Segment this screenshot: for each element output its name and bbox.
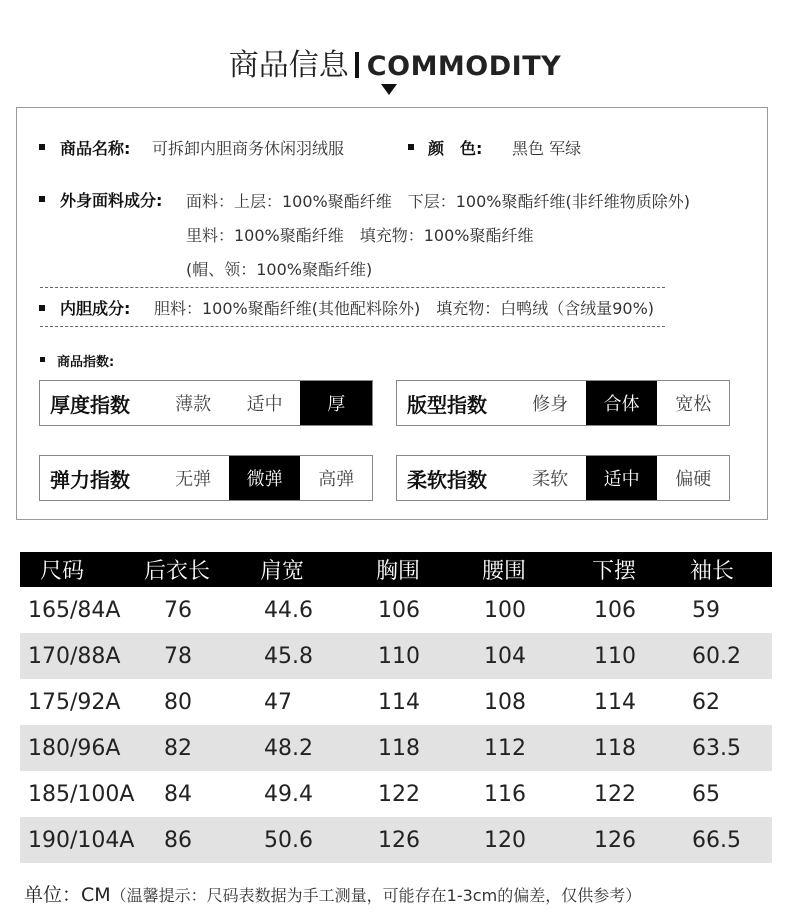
length-cell: 80 xyxy=(164,689,192,715)
shoulder-cell: 47 xyxy=(264,689,292,715)
chest-cell: 106 xyxy=(378,597,420,623)
liner-label: 内胆成分: xyxy=(60,299,131,318)
shoulder-cell: 48.2 xyxy=(260,725,376,771)
dashed-divider xyxy=(40,326,665,327)
index-fit xyxy=(396,380,730,426)
index-name: 厚度指数 xyxy=(50,392,130,417)
product-name-value: 可拆卸内胆商务休闲羽绒服 xyxy=(152,139,345,158)
hem-cell: 122 xyxy=(594,781,636,807)
product-name-label: 商品名称: xyxy=(60,139,131,158)
size-cell: 175/92A xyxy=(28,689,121,715)
size-cell: 185/100A xyxy=(28,781,135,807)
sleeve-cell: 60.2 xyxy=(690,633,772,679)
index-name: 版型指数 xyxy=(407,392,487,417)
sleeve-cell: 63.5 xyxy=(690,725,772,771)
index-option: 柔软 xyxy=(532,469,569,490)
page-title xyxy=(0,40,790,84)
fabric-line-2: 里料：100%聚酯纤维 填充物：100%聚酯纤维 xyxy=(186,226,534,245)
table-row xyxy=(20,679,772,725)
column-header: 尺码 xyxy=(20,552,144,587)
size-cell: 170/88A xyxy=(20,633,144,679)
bullet-icon xyxy=(408,144,414,150)
fabric-label: 外身面料成分: xyxy=(60,191,163,210)
waist-cell: 104 xyxy=(482,633,592,679)
index-option-selected: 厚 xyxy=(300,381,372,425)
index-elasticity xyxy=(39,455,373,501)
hem-cell: 114 xyxy=(594,689,636,715)
shoulder-cell: 44.6 xyxy=(264,597,313,623)
title-separator xyxy=(355,52,359,78)
title-en: COMMODITY xyxy=(366,51,562,82)
index-option: 修身 xyxy=(532,394,569,415)
shoulder-cell: 45.8 xyxy=(260,633,376,679)
size-cell: 190/104A xyxy=(20,817,144,863)
table-row xyxy=(20,771,772,817)
index-option-selected: 适中 xyxy=(586,456,658,500)
chest-cell: 122 xyxy=(378,781,420,807)
size-cell: 165/84A xyxy=(28,597,121,623)
length-cell: 84 xyxy=(164,781,192,807)
shoulder-cell: 50.6 xyxy=(260,817,376,863)
hem-cell: 126 xyxy=(592,817,690,863)
down-triangle-icon xyxy=(381,84,397,95)
waist-cell: 120 xyxy=(482,817,592,863)
waist-cell: 100 xyxy=(484,597,526,623)
column-header: 下摆 xyxy=(592,552,690,587)
chest-cell: 126 xyxy=(376,817,482,863)
table-header-row xyxy=(20,552,772,587)
length-cell: 82 xyxy=(144,725,260,771)
column-header: 胸围 xyxy=(376,552,482,587)
index-option: 宽松 xyxy=(675,394,712,415)
index-option: 薄款 xyxy=(175,394,212,415)
length-cell: 86 xyxy=(144,817,260,863)
size-table xyxy=(20,552,772,863)
waist-cell: 116 xyxy=(484,781,526,807)
bullet-icon xyxy=(40,357,45,362)
sleeve-cell: 65 xyxy=(692,781,720,807)
bullet-icon xyxy=(39,144,45,150)
hem-cell: 118 xyxy=(592,725,690,771)
chest-cell: 118 xyxy=(376,725,482,771)
column-header: 后衣长 xyxy=(144,552,260,587)
column-header: 袖长 xyxy=(690,552,772,587)
index-name: 柔软指数 xyxy=(407,467,487,492)
sleeve-cell: 59 xyxy=(692,597,720,623)
index-option-selected: 合体 xyxy=(586,381,658,425)
index-option-selected: 微弹 xyxy=(229,456,301,500)
sleeve-cell: 62 xyxy=(692,689,720,715)
measurement-note: （温馨提示：尺码表数据为手工测量，可能存在1-3cm的偏差，仅供参考） xyxy=(110,886,642,905)
table-row xyxy=(20,633,772,679)
index-label: 商品指数: xyxy=(57,355,115,370)
fabric-line-1: 面料：上层：100%聚酯纤维 下层：100%聚酯纤维(非纤维物质除外) xyxy=(186,192,690,211)
table-row xyxy=(20,817,772,863)
index-option: 偏硬 xyxy=(675,469,712,490)
length-cell: 76 xyxy=(164,597,192,623)
fabric-line-3: (帽、领：100%聚酯纤维) xyxy=(186,260,373,279)
chest-cell: 110 xyxy=(376,633,482,679)
index-option: 适中 xyxy=(246,394,283,415)
size-cell: 180/96A xyxy=(20,725,144,771)
index-name: 弹力指数 xyxy=(50,467,130,492)
shoulder-cell: 49.4 xyxy=(264,781,313,807)
length-cell: 78 xyxy=(144,633,260,679)
table-row xyxy=(20,725,772,771)
hem-cell: 110 xyxy=(592,633,690,679)
waist-cell: 108 xyxy=(484,689,526,715)
column-header: 腰围 xyxy=(482,552,592,587)
index-option: 高弹 xyxy=(318,469,355,490)
dashed-divider xyxy=(40,287,665,288)
footer-note xyxy=(24,880,641,907)
chest-cell: 114 xyxy=(378,689,420,715)
color-label: 颜 色: xyxy=(428,139,483,158)
hem-cell: 106 xyxy=(594,597,636,623)
index-softness xyxy=(396,455,730,501)
liner-value: 胆料：100%聚酯纤维(其他配料除外) 填充物：白鸭绒（含绒量90%) xyxy=(154,299,655,318)
column-header: 肩宽 xyxy=(260,552,376,587)
sleeve-cell: 66.5 xyxy=(690,817,772,863)
bullet-icon xyxy=(39,196,45,202)
unit-label: 单位：CM xyxy=(24,884,111,906)
waist-cell: 112 xyxy=(482,725,592,771)
title-cn: 商品信息 xyxy=(228,48,349,83)
index-thickness xyxy=(39,380,373,426)
color-value: 黑色 军绿 xyxy=(512,139,582,158)
table-row xyxy=(20,587,772,633)
bullet-icon xyxy=(39,305,45,311)
index-option: 无弹 xyxy=(175,469,212,490)
